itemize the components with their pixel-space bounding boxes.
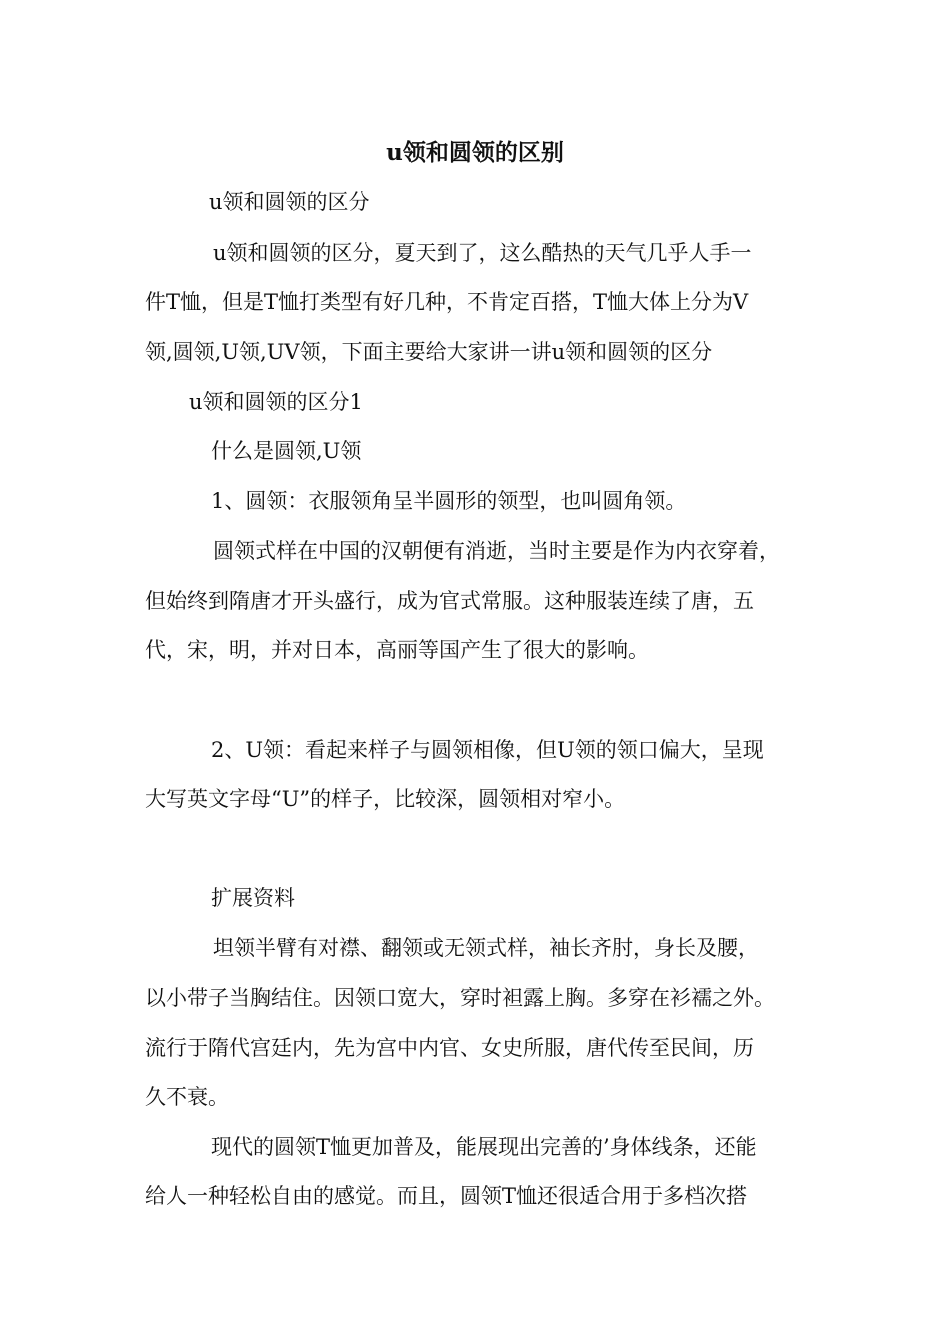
- paragraph-line: 久不衰。: [145, 1085, 229, 1109]
- paragraph-line: 圆领式样在中国的汉朝便有消逝，当时主要是作为内衣穿着，: [213, 539, 780, 563]
- paragraph-line: 给人一种轻松自由的感觉。而且，圆领T恤还很适合用于多档次搭: [145, 1184, 748, 1208]
- paragraph-line: u领和圆领的区分，夏天到了，这么酷热的天气几乎人手一: [213, 241, 752, 265]
- paragraph-line: 大写英文字母“U”的样子，比较深，圆领相对窄小。: [145, 787, 626, 811]
- paragraph-line: 件T恤，但是T恤打类型有好几种，不肯定百搭，T恤大体上分为V: [145, 290, 749, 314]
- paragraph-line: 以小带子当胸结住。因领口宽大，穿时袒露上胸。多穿在衫襦之外。: [145, 986, 775, 1010]
- paragraph-line: 但始终到隋唐才开头盛行，成为官式常服。这种服装连续了唐，五: [145, 589, 754, 613]
- page-title: u领和圆领的区别: [386, 139, 564, 166]
- subheading-line: u领和圆领的区分: [209, 190, 370, 214]
- paragraph-line: 1、圆领：衣服领角呈半圆形的领型，也叫圆角领。: [211, 489, 687, 513]
- paragraph-line: 代，宋，明，并对日本，高丽等国产生了很大的影响。: [145, 638, 649, 662]
- subheading-line: 什么是圆领,U领: [211, 439, 362, 463]
- subheading-line: u领和圆领的区分1: [189, 390, 363, 414]
- paragraph-line: 坦领半臂有对襟、翻领或无领式样，袖长齐肘，身长及腰，: [213, 936, 759, 960]
- paragraph-line: 流行于隋代宫廷内，先为宫中内官、女史所服，唐代传至民间，历: [145, 1036, 754, 1060]
- paragraph-line: 现代的圆领T恤更加普及，能展现出完善的’身体线条，还能: [211, 1135, 757, 1159]
- paragraph-line: 领,圆领,U领,UV领，下面主要给大家讲一讲u领和圆领的区分: [145, 340, 713, 364]
- subheading-line: 扩展资料: [211, 886, 295, 910]
- paragraph-line: 2、U领：看起来样子与圆领相像，但U领的领口偏大，呈现: [211, 738, 764, 762]
